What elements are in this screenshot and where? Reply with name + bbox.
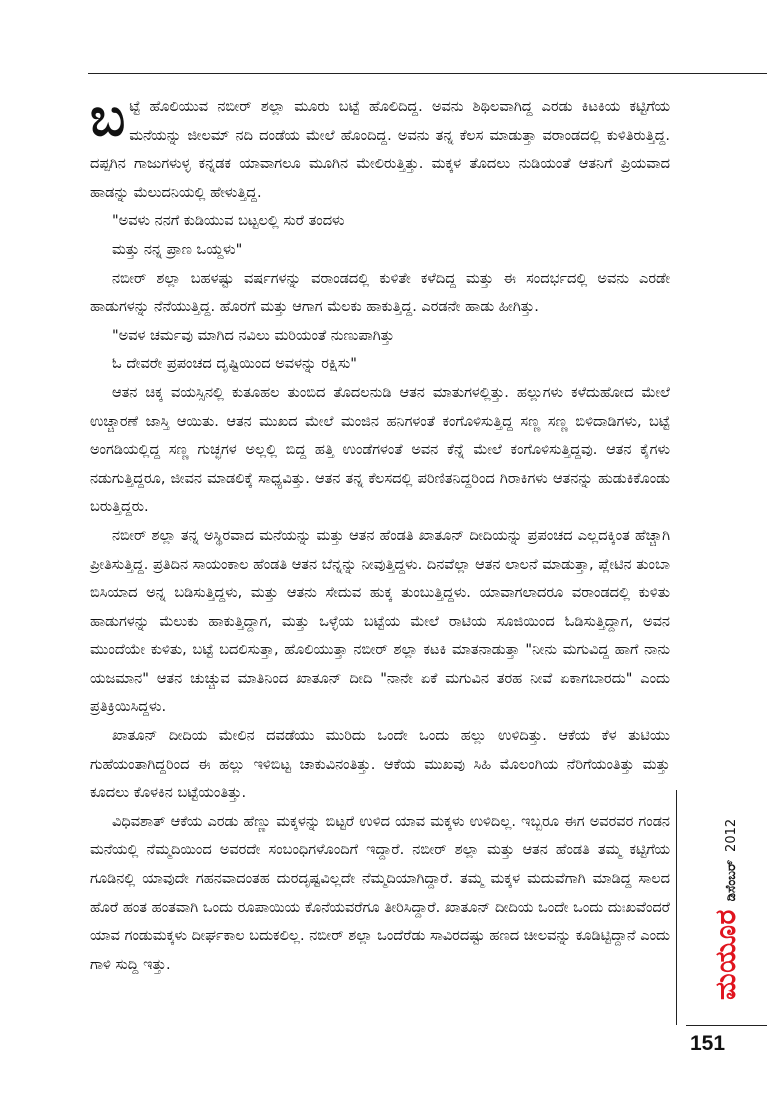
drop-cap: ಬ — [90, 88, 126, 148]
article-paragraph: ವಿಧಿವಶಾತ್ ಆಕೆಯ ಎರಡು ಹೆಣ್ಣು ಮಕ್ಕಳನ್ನು ಬಿಟ್ಟರೆ ಉಳಿದ ಯಾವ ಮಕ್ಕಳು ಉಳಿದಿಲ್ಲ. ಇಬ್ಬರೂ ಈಗ ಅವರವರ ಗಂಡನ ಮನೆಯಲ್ಲಿ ನೆಮ್ಮದಿಯಿಂದ ಅವರದೇ ಸಂಬಂಧಿಗಳೊಂದಿಗೆ ಇದ್ದಾರೆ. ನಬೀರ್ ಶಲ್ಲಾ ಮತ್ತು ಆತನ ಹೆಂಡತಿ ತಮ್ಮ ಕಟ್ಟಿಗೆಯ ಗೂಡಿನಲ್ಲಿ ಯಾವುದೇ ಗಹನವಾದಂತಹ ದುರದೃಷ್ಟವಿಲ್ಲದೇ ನೆಮ್ಮದಿಯಾಗಿದ್ದಾರೆ. ತಮ್ಮ ಮಕ್ಕಳ ಮದುವೆಗಾಗಿ ಮಾಡಿದ್ದ ಸಾಲದ ಹೊರೆ ಹಂತ ಹಂತವಾಗಿ ಒಂದು ರೂಪಾಯಿಯ ಕೊನೆಯವರೆಗೂ ತೀರಿಸಿದ್ದಾರೆ. ಖಾತೂನ್ ದೀದಿಯ ಒಂದೇ ಒಂದು ದುಃಖವೆಂದರೆ ಯಾವ ಗಂಡುಮಕ್ಕಳು ದೀರ್ಘಕಾಲ ಬದುಕಲಿಲ್ಲ. ನಬೀರ್ ಶಲ್ಲಾ ಒಂದೆರೆಡು ಸಾವಿರದಷ್ಟು ಹಣದ ಚೀಲವನ್ನು ಕೂಡಿಟ್ಟಿದ್ದಾನೆ ಎಂದು ಗಾಳಿ ಸುದ್ದಿ ಇತ್ತು. — [90, 813, 670, 973]
article-paragraph: ನಬೀರ್ ಶಲ್ಲಾ ಬಹಳಷ್ಟು ವರ್ಷಗಳನ್ನು ವರಾಂಡದಲ್ಲಿ ಕುಳಿತೇ ಕಳೆದಿದ್ದ ಮತ್ತು ಈ ಸಂದರ್ಭದಲ್ಲಿ ಅವನು ಎರಡೇ ಹಾಡುಗಳನ್ನು ನೆನೆಯುತ್ತಿದ್ದ. ಹೊರಗೆ ಮತ್ತು ಆಗಾಗ ಮೆಲಕು ಹಾಕುತ್ತಿದ್ದ. ಎರಡನೇ ಹಾಡು ಹೀಗಿತ್ತು. — [90, 270, 670, 316]
magazine-name: ಮಯೂರ — [709, 909, 742, 1000]
article-paragraph — [90, 88, 670, 207]
article-paragraph: ಆತನ ಚಿಕ್ಕ ವಯಸ್ಸಿನಲ್ಲಿ ಕುತೂಹಲ ತುಂಬಿದ ತೊದಲನುಡಿ ಆತನ ಮಾತುಗಳಲ್ಲಿತ್ತು. ಹಲ್ಲುಗಳು ಕಳೆದುಹೋದ ಮೇಲೆ ಉಚ್ಚಾರಣೆ ಜಾಸ್ತಿ ಆಯಿತು. ಆತನ ಮುಖದ ಮೇಲೆ ಮಂಜಿನ ಹನಿಗಳಂತೆ ಕಂಗೊಳಿಸುತ್ತಿದ್ದ ಸಣ್ಣ ಸಣ್ಣ ಬಿಳಿದಾಡಿಗಳು, ಬಟ್ಟೆ ಅಂಗಡಿಯಲ್ಲಿದ್ದ ಸಣ್ಣ ಗುಚ್ಛಗಳ ಅಲ್ಲಲ್ಲಿ ಬಿದ್ದ ಹತ್ತಿ ಉಂಡೆಗಳಂತೆ ಅವನ ಕೆನ್ನೆ ಮೇಲೆ ಕಂಗೊಳಿಸುತ್ತಿದ್ದವು. ಆತನ ಕೈಗಳು ನಡುಗುತ್ತಿದ್ದರೂ, ಜೀವನ ಮಾಡಲಿಕ್ಕೆ ಸಾಧ್ಯವಿತ್ತು. ಆತನ ತನ್ನ ಕೆಲಸದಲ್ಲಿ ಪರಿಣಿತನಿದ್ದರಿಂದ ಗಿರಾಕಿಗಳು ಆತನನ್ನು ಹುಡುಕಿಕೊಂಡು ಬರುತ್ತಿದ್ದರು. — [90, 384, 670, 516]
article-paragraph: ಖಾತೂನ್ ದೀದಿಯ ಮೇಲಿನ ದವಡೆಯು ಮುರಿದು ಒಂದೇ ಒಂದು ಹಲ್ಲು ಉಳಿದಿತ್ತು. ಆಕೆಯ ಕೆಳ ತುಟಿಯು ಗುಹೆಯಂತಾಗಿದ್ದರಿಂದ ಈ ಹಲ್ಲು ಇಳಿಬಿಟ್ಟ ಚಾಕುವಿನಂತಿತ್ತು. ಆಕೆಯ ಮುಖವು ಸಿಹಿ ಮೊಲಂಗಿಯ ನೆರಿಗೆಯಂತಿತ್ತು ಮತ್ತು ಕೂದಲು ಕೊಳಕಿನ ಬಟ್ಟೆಯಂತಿತ್ತು. — [90, 728, 670, 802]
issue-month: ಡಿಸೆಂಬರ್ — [724, 859, 739, 902]
paragraph-text: ಟ್ಟೆ ಹೊಲಿಯುವ ನಬೀರ್ ಶಲ್ಲಾ ಮೂರು ಬಟ್ಟೆ ಹೊಲಿದಿದ್ದ. ಅವನು ಶಿಥಿಲವಾಗಿದ್ದ ಎರಡು ಕಿಟಕಿಯ ಕಟ್ಟಿಗೆಯ ಮನೆಯನ್ನು ಜೀಲಮ್ ನದಿ ದಂಡೆಯ ಮೇಲೆ ಹೊಂದಿದ್ದ. ಅವನು ತನ್ನ ಕೆಲಸ ಮಾಡುತ್ತಾ ವರಾಂಡದಲ್ಲಿ ಕುಳಿತಿರುತ್ತಿದ್ದ. ದಪ್ಪಗಿನ ಗಾಜುಗಳುಳ್ಳ ಕನ್ನಡಕ ಯಾವಾಗಲೂ ಮೂಗಿನ ಮೇಲಿರುತ್ತಿತ್ತು. ಮಕ್ಕಳ ತೊದಲು ನುಡಿಯಂತೆ ಆತನಿಗೆ ಪ್ರಿಯವಾದ ಹಾಡನ್ನು ಮೆಲುದನಿಯಲ್ಲಿ ಹೇಳುತ್ತಿದ್ದ. — [90, 99, 670, 201]
article-body — [90, 88, 670, 979]
sidebar-divider — [676, 790, 677, 1025]
header-divider — [88, 73, 767, 74]
issue-year: 2012 — [724, 818, 739, 852]
song-verse-line: "ಅವಳು ನನಗೆ ಕುಡಿಯುವ ಬಟ್ಟಲಲ್ಲಿ ಸುರೆ ತಂದಳು — [112, 213, 345, 230]
article-paragraph: ನಬೀರ್ ಶಲ್ಲಾ ತನ್ನ ಅಸ್ಥಿರವಾದ ಮನೆಯನ್ನು ಮತ್ತು ಆತನ ಹೆಂಡತಿ ಖಾತೂನ್ ದೀದಿಯನ್ನು ಪ್ರಪಂಚದ ಎಲ್ಲದಕ್ಕಿಂತ ಹೆಚ್ಚಾಗಿ ಪ್ರೀತಿಸುತ್ತಿದ್ದ. ಪ್ರತಿದಿನ ಸಾಯಂಕಾಲ ಹೆಂಡತಿ ಆತನ ಬೆನ್ನನ್ನು ನೀವುತ್ತಿದ್ದಳು. ದಿನವೆಲ್ಲಾ ಆತನ ಲಾಲನೆ ಮಾಡುತ್ತಾ, ಪ್ಲೇಟಿನ ತುಂಬಾ ಬಿಸಿಯಾದ ಅನ್ನ ಬಡಿಸುತ್ತಿದ್ದಳು, ಮತ್ತು ಆತನು ಸೇದುವ ಹುಕ್ಕ ತುಂಬುತ್ತಿದ್ದಳು. ಯಾವಾಗಲಾದರೂ ವರಾಂಡದಲ್ಲಿ ಕುಳಿತು ಹಾಡುಗಳನ್ನು ಮೆಲುಕು ಹಾಕುತ್ತಿದ್ದಾಗ, ಮತ್ತು ಒಳ್ಳೆಯ ಬಟ್ಟೆಯ ಮೇಲೆ ರಾಟಿಯ ಸೂಜಿಯಿಂದ ಓಡಿಸುತ್ತಿದ್ದಾಗ, ಅವನ ಮುಂದೆಯೇ ಕುಳಿತು, ಬಟ್ಟೆ ಬದಲಿಸುತ್ತಾ, ಹೊಲಿಯುತ್ತಾ ನಬೀರ್ ಶಲ್ಲಾ ಕಟಕಿ ಮಾತನಾಡುತ್ತಾ "ನೀನು ಮಗುವಿದ್ದ ಹಾಗೆ ನಾನು ಯಜಮಾನ" ಆತನ ಚುಚ್ಚುವ ಮಾತಿನಿಂದ ಖಾತೂನ್ ದೀದಿ "ನಾನೇ ಏಕೆ ಮಗುವಿನ ತರಹ ನೀವೆ ಏಕಾಗಬಾರದು" ಎಂದು ಪ್ರತಿಕ್ರಿಯಿಸಿದ್ದಳು. — [90, 527, 670, 716]
song-verse-line: ಮತ್ತು ನನ್ನ ಪ್ರಾಣ ಒಯ್ದಳು" — [112, 241, 243, 258]
footer-divider — [686, 1025, 767, 1026]
page-number: 151 — [690, 1032, 726, 1055]
song-verse-line: "ಅವಳ ಚರ್ಮವು ಮಾಗಿದ ನವಿಲು ಮರಿಯಂತೆ ನುಣುಪಾಗಿತ್ತು — [112, 327, 395, 344]
magazine-masthead — [709, 819, 743, 1000]
song-verse-line: ಓ ದೇವರೇ ಪ್ರಪಂಚದ ದೃಷ್ಟಿಯಿಂದ ಅವಳನ್ನು ರಕ್ಷಿಸು" — [112, 356, 357, 373]
